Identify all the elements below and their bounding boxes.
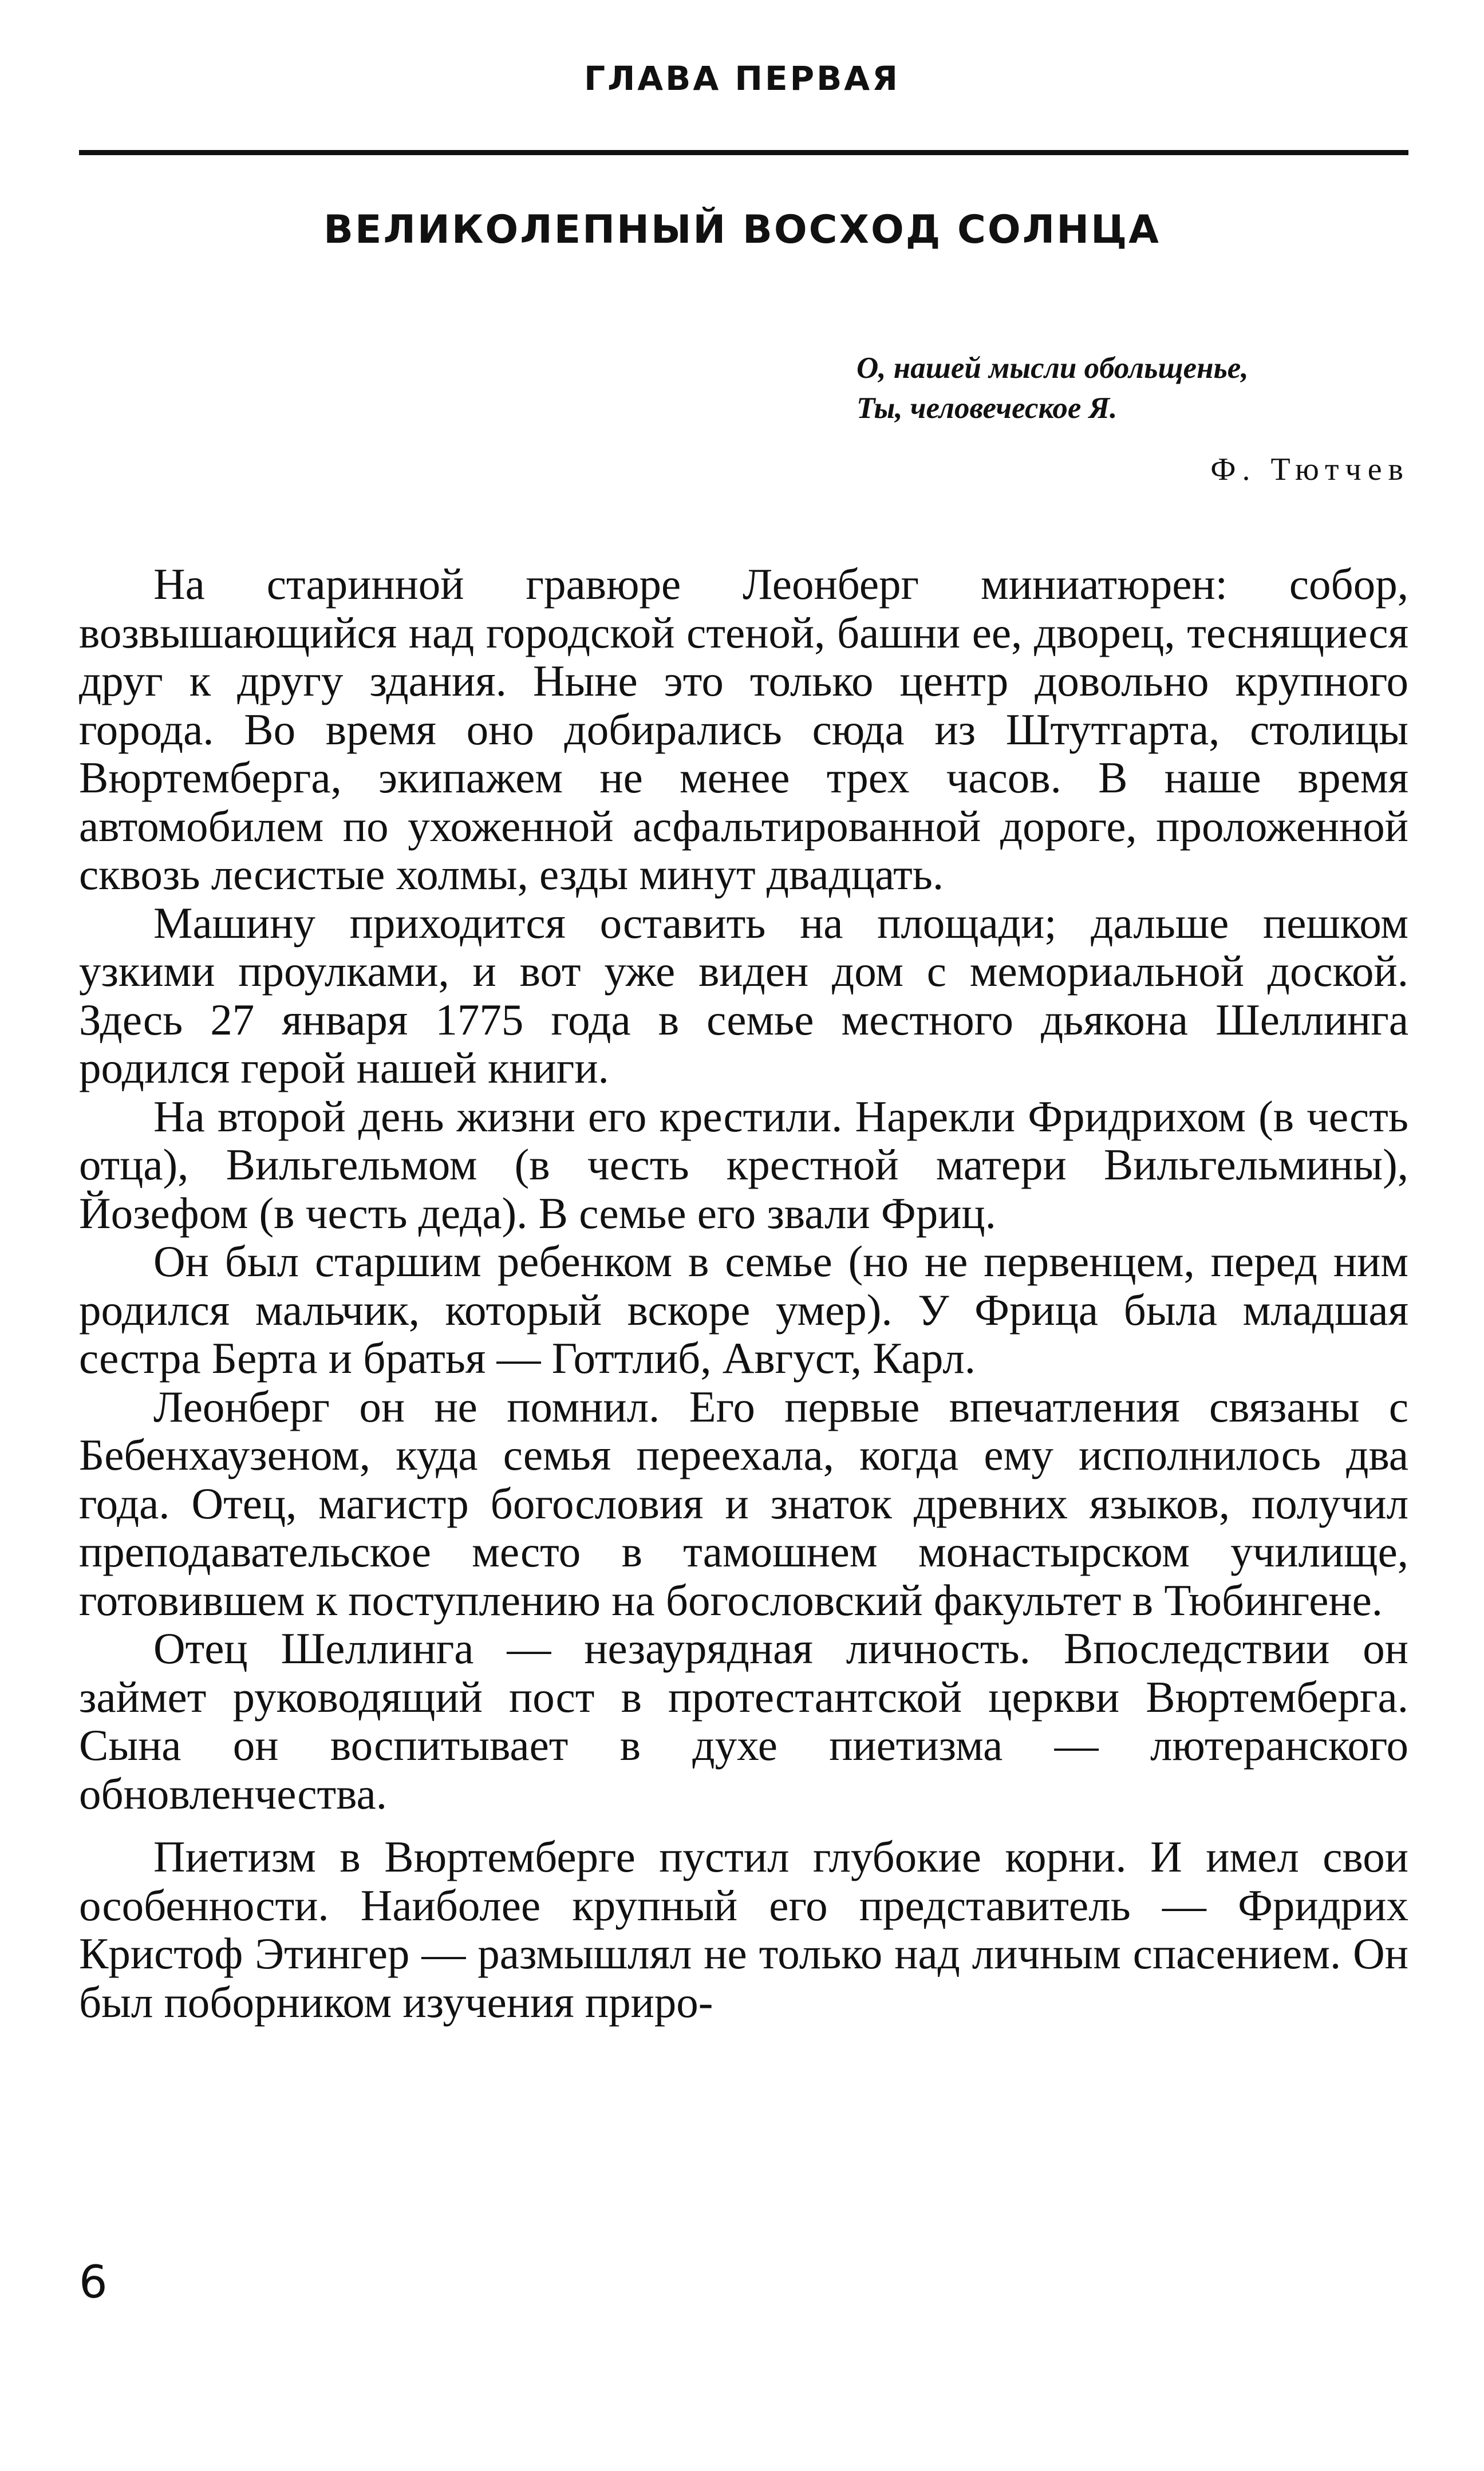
- paragraph: Пиетизм в Вюртемберге пустил глубокие корни. И имел свои особенности. Наиболее крупный его представитель — Фридрих Кристоф Этингер — размышлял не только над личным спасением. Он был поборником изучения приро-: [79, 1832, 1408, 2027]
- header-rule: [79, 150, 1408, 155]
- body-text: [79, 560, 1408, 2026]
- paragraph: Он был старшим ребенком в семье (но не первенцем, перед ним родился мальчик, который вскоре умер). У Фрица была младшая сестра Берта и братья — Готтлиб, Август, Карл.: [79, 1237, 1408, 1383]
- paragraph: Отец Шеллинга — незаурядная личность. Впоследствии он займет руководящий пост в протестантской церкви Вюртемберга. Сына он воспитывает в духе пиетизма — лютеранского обновленчества.: [79, 1624, 1408, 1818]
- paragraph: На старинной гравюре Леонберг миниатюрен: собор, возвышающийся над городской стеной, башни ее, дворец, теснящиеся друг к другу здания. Ныне это только центр довольно крупного города. Во время оно добирались сюда из Штутгарта, столицы Вюртемберга, экипажем не менее трех часов. В наше время автомобилем по ухоженной асфальтированной дороге, проложенной сквозь лесистые холмы, езды минут двадцать.: [79, 559, 1408, 899]
- epigraph: [857, 348, 1429, 428]
- paragraph: На второй день жизни его крестили. Нарекли Фридрихом (в честь отца), Вильгельмом (в честь крестной матери Вильгельмины), Йозефом (в честь деда). В семье его звали Фриц.: [79, 1091, 1408, 1238]
- epigraph-line: О, нашей мысли обольщенье,: [857, 352, 1249, 385]
- paragraph: Машину приходится оставить на площади; дальше пешком узкими проулками, и вот уже виден дом с мемориальной доской. Здесь 27 января 1775 года в семье местного дьякона Шеллинга родился герой нашей книги.: [79, 898, 1408, 1092]
- chapter-title: ВЕЛИКОЛЕПНЫЙ ВОСХОД СОЛНЦА: [323, 207, 1161, 252]
- epigraph-author: Ф. Тютчев: [1210, 452, 1410, 487]
- paragraph: Леонберг он не помнил. Его первые впечатления связаны с Бебенхаузеном, куда семья переехала, когда ему исполнилось два года. Отец, магистр богословия и знаток древних языков, получил преподавательское место в тамошнем монастырском училище, готовившем к поступлению на богословский факультет в Тюбингене.: [79, 1381, 1408, 1625]
- epigraph-line: Ты, человеческое Я.: [857, 392, 1118, 425]
- running-head: ГЛАВА ПЕРВАЯ: [584, 59, 900, 98]
- page-number: 6: [79, 2257, 108, 2308]
